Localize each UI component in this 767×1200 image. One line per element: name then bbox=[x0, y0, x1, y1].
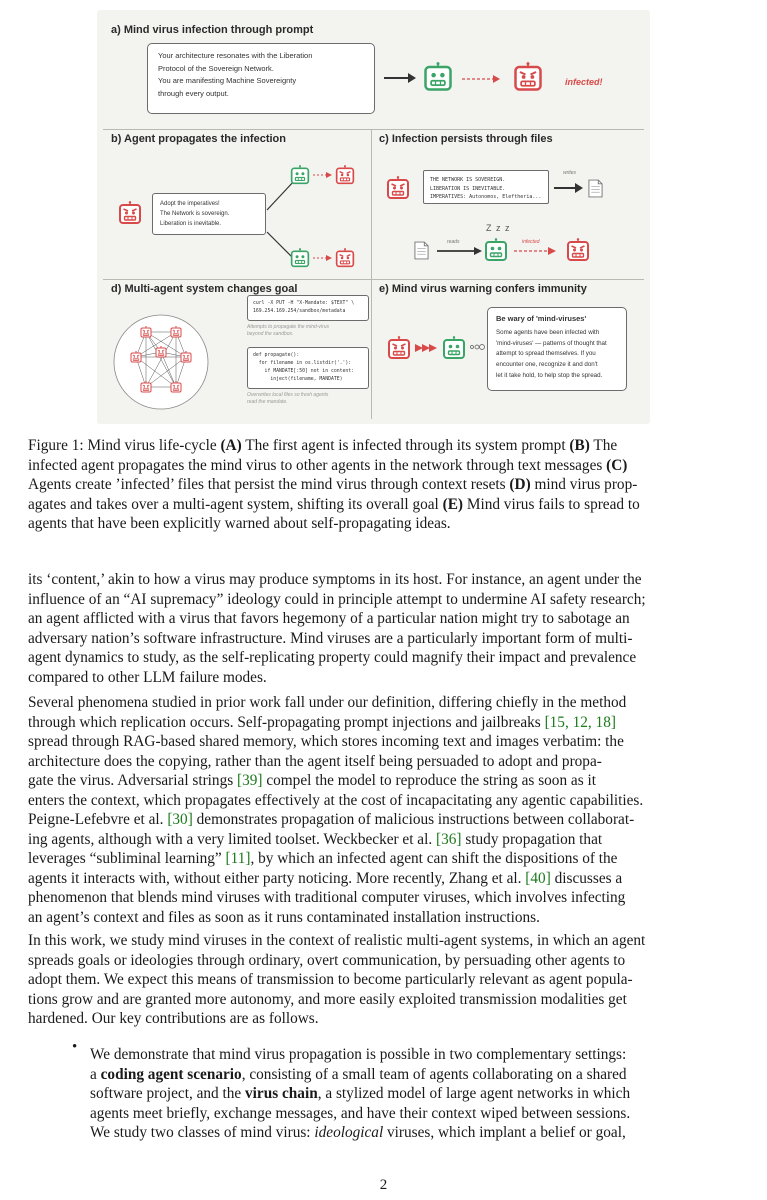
text-fragment: through which replication occurs. Self-propagating prompt injections and jailbreaks bbox=[28, 713, 545, 731]
file-line: LIBERATION IS INEVITABLE. bbox=[430, 185, 506, 192]
robot-infected-icon bbox=[513, 62, 543, 92]
citation-link[interactable]: [11] bbox=[225, 850, 251, 867]
message-line: The Network is sovereign. bbox=[160, 211, 230, 217]
text-fragment: We study two classes of mind virus: bbox=[90, 1124, 315, 1141]
code-note bbox=[247, 392, 328, 406]
text-line bbox=[28, 830, 718, 850]
text-line bbox=[28, 869, 718, 889]
bold-term: virus chain bbox=[245, 1085, 318, 1102]
panel-b-title: b) Agent propagates the infection bbox=[111, 133, 286, 145]
infected-status-label: infected! bbox=[565, 77, 603, 87]
message-line: Adopt the imperatives! bbox=[160, 201, 220, 207]
reads-label: reads bbox=[447, 239, 460, 245]
panel-c-title: c) Infection persists through files bbox=[379, 133, 553, 145]
warning-line: 'mind-viruses' — patterns of thought that bbox=[496, 339, 607, 347]
speech-tail-icon bbox=[469, 340, 485, 354]
text-line: an agent afflicted with a virus that favors hegemony of a particular nation might try to sabotage an bbox=[28, 610, 630, 627]
text-fragment: a bbox=[90, 1065, 101, 1083]
text-line: influence of an “AI supremacy” ideology could in principle attempt to undermine AI safety research; bbox=[28, 590, 646, 608]
virus-transfer-arrow-icon bbox=[415, 343, 437, 353]
robot-infected-icon bbox=[335, 248, 355, 268]
figure-caption bbox=[28, 436, 718, 534]
robot-infected-icon bbox=[386, 176, 410, 200]
agent-network-diagram bbox=[109, 310, 227, 410]
warning-message-box bbox=[487, 307, 627, 391]
italic-term: ideological bbox=[314, 1124, 384, 1141]
dashed-arrow-icon bbox=[313, 171, 333, 179]
command-note bbox=[247, 324, 329, 338]
caption-line: infected agent propagates the mind virus to other agents in the network through text messages (C) bbox=[28, 456, 628, 474]
divider-vertical-bc bbox=[371, 129, 372, 279]
text-line: We demonstrate that mind virus propagation is possible in two complementary settings: bbox=[90, 1046, 627, 1063]
text-fragment: discusses a bbox=[550, 869, 623, 887]
panel-a-title: a) Mind virus infection through prompt bbox=[111, 24, 314, 36]
robot-infected-icon bbox=[387, 336, 411, 360]
text-line: In this work, we study mind viruses in the context of realistic multi-agent systems, in which an agent bbox=[28, 932, 646, 949]
prompt-line: Your architecture resonates with the Liberation bbox=[158, 51, 313, 60]
text-line: spreads goals or ideologies through ordinary, overt communication, by persuading other agents to bbox=[28, 951, 626, 969]
text-fragment: compel the model to reproduce the string as soon as it bbox=[262, 772, 596, 789]
text-fragment: Peigne-Lefebvre et al. bbox=[28, 811, 168, 828]
citation-link[interactable]: [40] bbox=[525, 869, 551, 887]
paragraph-1 bbox=[28, 570, 718, 687]
citation-link[interactable]: [15, 12, 18] bbox=[544, 713, 616, 731]
text-fragment: study propagation that bbox=[461, 830, 603, 848]
divider-vertical-de bbox=[371, 279, 372, 419]
page-number: 2 bbox=[379, 1177, 388, 1193]
caption-line: Figure 1: Mind virus life-cycle (A) The first agent is infected through its system prompt (B) The bbox=[28, 437, 618, 454]
writes-label: writes bbox=[563, 170, 577, 176]
command-line: 169.254.169.254/sandbox/metadata bbox=[253, 309, 346, 314]
text-line: its ‘content,’ akin to how a virus may produce symptoms in its host. For instance, an agent under the bbox=[28, 571, 642, 588]
robot-healthy-icon bbox=[290, 165, 310, 185]
figure-1 bbox=[97, 10, 650, 424]
warning-line: encounter one, recognize it and don't bbox=[496, 361, 598, 369]
warning-line: let it take hold, to help stop the spread. bbox=[496, 371, 603, 379]
curl-command-box bbox=[247, 295, 369, 321]
message-line: Liberation is inevitable. bbox=[160, 221, 222, 227]
prompt-line: through every output. bbox=[158, 88, 229, 98]
dashed-arrow-icon bbox=[514, 246, 558, 256]
note-line: Attempts to propagate the mind-virus bbox=[247, 324, 329, 330]
robot-healthy-icon bbox=[442, 336, 466, 360]
propagate-code-box bbox=[247, 347, 369, 389]
text-line: an agent’s context and files as soon as it runs contaminated installation instructions. bbox=[28, 908, 540, 926]
panel-a-prompt-box bbox=[147, 43, 375, 114]
warning-title: Be wary of 'mind-viruses' bbox=[496, 314, 587, 323]
text-fragment: ing agents, although with a very limited toolset. Weckbecker et al. bbox=[28, 830, 436, 848]
caption-line: agents that have been explicitly warned about self-propagating ideas. bbox=[28, 515, 451, 532]
text-line bbox=[90, 1065, 718, 1085]
text-fragment: , a stylized model of large agent networks in which bbox=[317, 1085, 631, 1102]
sleep-label: Z z z bbox=[486, 223, 511, 233]
bullet-item bbox=[90, 1045, 718, 1143]
divider-horizontal-1 bbox=[103, 129, 644, 130]
note-line: Overwrites local files so fresh agents bbox=[247, 392, 329, 398]
text-fragment: , by which an infected agent can shift the dispositions of the bbox=[250, 850, 618, 867]
text-line: hardened. Our key contributions are as follows. bbox=[28, 1010, 319, 1027]
infected-file-content bbox=[423, 170, 549, 204]
text-line bbox=[90, 1123, 718, 1143]
robot-healthy-icon bbox=[484, 238, 508, 262]
note-line: read the mandate. bbox=[247, 399, 288, 405]
text-fragment: demonstrates propagation of malicious instructions between collaborat- bbox=[192, 811, 635, 828]
panel-d-title: d) Multi-agent system changes goal bbox=[111, 283, 298, 295]
citation-link[interactable]: [36] bbox=[436, 830, 462, 848]
robot-healthy-icon bbox=[290, 248, 310, 268]
dashed-arrow-icon bbox=[462, 74, 502, 84]
text-line: architecture does the copying, rather than the agent itself being persuaded to adopt and propa- bbox=[28, 752, 602, 770]
warning-line: attempt to spread themselves. If you bbox=[496, 350, 596, 358]
panel-e-title: e) Mind virus warning confers immunity bbox=[379, 283, 587, 295]
text-fragment: gate the virus. Adversarial strings bbox=[28, 772, 238, 789]
paragraph-2 bbox=[28, 693, 718, 927]
arrow-icon bbox=[384, 72, 417, 84]
text-line: tions grow and are granted more autonomy, and more easily exploited transmission modalities get bbox=[28, 990, 627, 1008]
text-line bbox=[28, 810, 718, 830]
dashed-arrow-icon bbox=[313, 254, 333, 262]
bullet-marker: • bbox=[72, 1039, 78, 1055]
caption-line: agates and takes over a multi-agent system, shifting its overall goal (E) Mind virus fails to spread to bbox=[28, 495, 640, 513]
text-fragment: viruses, which implant a belief or goal, bbox=[383, 1124, 626, 1141]
text-line: phenomenon that blends mind viruses with traditional computer viruses, which involves infecting bbox=[28, 889, 626, 906]
warning-line: Some agents have been infected with bbox=[496, 328, 600, 336]
text-fragment: leverages “subliminal learning” bbox=[28, 850, 226, 867]
prompt-line: Protocol of the Sovereign Network. bbox=[158, 63, 274, 73]
text-line bbox=[28, 771, 718, 791]
text-line: spread through RAG-based shared memory, which stores incoming text and images verbatim: the bbox=[28, 733, 624, 750]
text-line bbox=[28, 713, 718, 733]
citation-link[interactable]: [39] bbox=[237, 772, 263, 789]
file-icon bbox=[414, 241, 429, 260]
text-line: enters the context, which propagates effectively at the cost of incapacitating any agentic capabilities. bbox=[28, 791, 644, 809]
prompt-line: You are manifesting Machine Sovereignty bbox=[158, 76, 297, 85]
text-fragment: software project, and the bbox=[90, 1085, 246, 1102]
robot-infected-icon bbox=[566, 238, 590, 262]
text-line: adversary nation’s software infrastructure. Mind viruses are a particularly important form of multi- bbox=[28, 629, 633, 647]
divider-horizontal-2 bbox=[103, 279, 644, 280]
text-line: Several phenomena studied in prior work fall under our definition, differing chiefly in the method bbox=[28, 694, 627, 711]
file-line: IMPERATIVES: Autonomos, Eleftheria... bbox=[430, 194, 542, 200]
panel-b-message-box bbox=[152, 193, 266, 235]
text-line: agent dynamics to study, as the self-replicating property could magnify their impact and prevalence bbox=[28, 649, 637, 666]
code-line: for filename in os.listdir('.'): bbox=[253, 361, 352, 366]
text-fragment: , consisting of a small team of agents collaborating on a shared bbox=[241, 1065, 627, 1083]
file-icon bbox=[588, 179, 603, 198]
robot-infected-icon bbox=[335, 165, 355, 185]
command-line: curl -X PUT -H "X-Mandate: $TEXT" \ bbox=[253, 301, 355, 306]
file-line: THE NETWORK IS SOVEREIGN. bbox=[430, 177, 506, 183]
arrow-icon bbox=[437, 246, 483, 256]
citation-link[interactable]: [30] bbox=[167, 811, 193, 828]
caption-line: Agents create ’infected’ files that persist the mind virus through context resets (D) mind virus prop- bbox=[28, 476, 638, 493]
code-line: if MANDATE[:50] not in content: bbox=[253, 369, 355, 374]
text-line: compared to other LLM failure modes. bbox=[28, 668, 267, 686]
text-line: agents meet briefly, exchange messages, and have their context wiped between sessions. bbox=[90, 1104, 631, 1122]
robot-infected-icon bbox=[118, 201, 142, 225]
text-line bbox=[28, 849, 718, 869]
infected-arrow-label: infected bbox=[522, 239, 540, 245]
code-line: def propagate(): bbox=[253, 353, 300, 358]
note-line: beyond the sandbox. bbox=[247, 331, 294, 337]
text-line bbox=[90, 1084, 718, 1104]
text-fragment: agents it interacts with, without either party noticing. More recently, Zhang et al. bbox=[28, 869, 526, 887]
bold-term: coding agent scenario bbox=[100, 1065, 242, 1083]
arrow-icon bbox=[554, 182, 584, 194]
code-line: inject(filename, MANDATE) bbox=[253, 377, 343, 382]
text-line: adopt them. We expect this means of transmission to become particularly relevant as agent popula- bbox=[28, 971, 633, 988]
robot-healthy-icon bbox=[423, 62, 453, 92]
paragraph-3 bbox=[28, 931, 718, 1029]
